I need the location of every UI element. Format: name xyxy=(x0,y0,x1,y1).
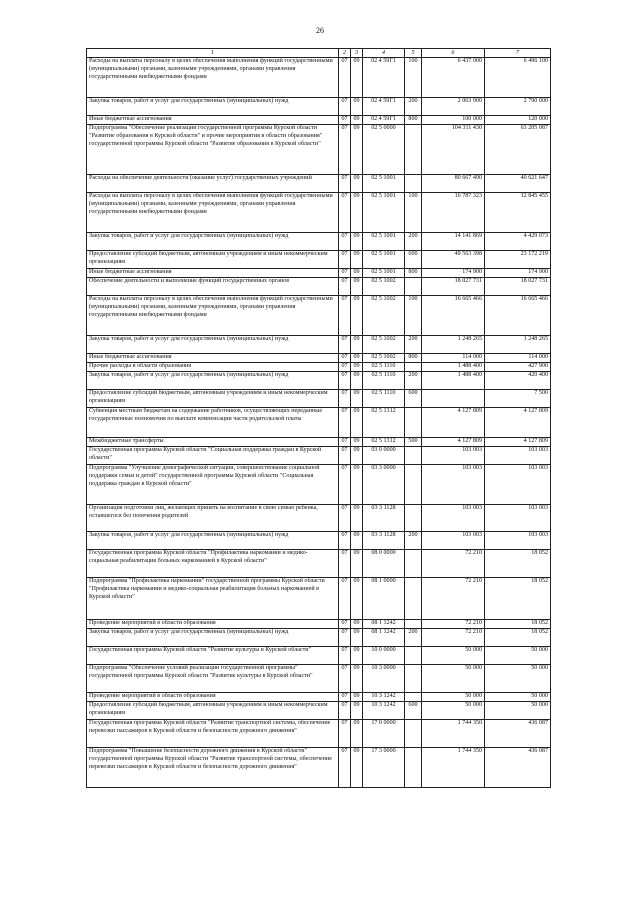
subsection-code-cell: 09 xyxy=(351,465,363,505)
table-row xyxy=(87,363,551,372)
description-cell: Закупка товаров, работ и услуг для государственных (муниципальных) нужд xyxy=(87,98,339,116)
target-code-cell: 02 5 1001 xyxy=(363,193,405,233)
table-row xyxy=(87,372,551,390)
description-cell: Закупка товаров, работ и услуг для государственных (муниципальных) нужд xyxy=(87,336,339,354)
table-row xyxy=(87,629,551,647)
expense-type-cell: 800 xyxy=(405,354,422,363)
amount-2015-cell: 1 248 265 xyxy=(422,336,485,354)
target-code-cell: 08 1 1242 xyxy=(363,629,405,647)
description-cell: Подпрограмма "Повышение безопасности дорожного движения в Курской области" государственной программы Курской области "Развитие транспортной системы, обеспечение перевозки пассажиров в Курской области и безопасности дорожного движения" xyxy=(87,748,339,788)
amount-2016-cell: 4 127 809 xyxy=(485,408,551,438)
subsection-code-cell: 09 xyxy=(351,748,363,788)
description-cell: Государственная программа Курской области "Развитие транспортной системы, обеспечение перевозки пассажиров в Курской области и безопасности дорожного движения" xyxy=(87,720,339,748)
subsection-code-cell: 09 xyxy=(351,720,363,748)
table-row xyxy=(87,354,551,363)
description-cell: Предоставление субсидий бюджетным, автономным учреждениям и иным некоммерческим организациям xyxy=(87,251,339,269)
section-code-cell: 07 xyxy=(339,665,351,693)
subsection-code-cell: 09 xyxy=(351,550,363,578)
amount-2015-cell: 174 900 xyxy=(422,269,485,278)
header-cell: 7 xyxy=(485,49,551,58)
amount-2015-cell: 50 000 xyxy=(422,665,485,693)
table-row xyxy=(87,620,551,629)
amount-2016-cell: 18 052 xyxy=(485,550,551,578)
amount-2015-cell: 104 311 430 xyxy=(422,125,485,175)
expense-type-cell xyxy=(405,550,422,578)
expense-type-cell: 500 xyxy=(405,438,422,447)
amount-2015-cell: 1 744 350 xyxy=(422,720,485,748)
amount-2016-cell: 12 845 455 xyxy=(485,193,551,233)
amount-2016-cell: 7 500 xyxy=(485,390,551,408)
header-cell: 1 xyxy=(87,49,339,58)
table-row xyxy=(87,193,551,233)
section-code-cell: 07 xyxy=(339,447,351,465)
description-cell: Проведение мероприятий в области образования xyxy=(87,693,339,702)
section-code-cell: 07 xyxy=(339,336,351,354)
description-cell: Закупка товаров, работ и услуг для государственных (муниципальных) нужд xyxy=(87,372,339,390)
amount-2016-cell: 103 003 xyxy=(485,505,551,532)
amount-2016-cell: 50 000 xyxy=(485,647,551,665)
subsection-code-cell: 09 xyxy=(351,647,363,665)
description-cell: Организация подготовки лиц, желающих принять на воспитание в свою семью ребенка, оставшегося без попечения родителей xyxy=(87,505,339,532)
table-row xyxy=(87,98,551,116)
expense-type-cell: 600 xyxy=(405,251,422,269)
subsection-code-cell: 09 xyxy=(351,336,363,354)
table-row xyxy=(87,447,551,465)
section-code-cell: 07 xyxy=(339,175,351,193)
subsection-code-cell: 09 xyxy=(351,251,363,269)
section-code-cell: 07 xyxy=(339,125,351,175)
subsection-code-cell: 09 xyxy=(351,296,363,336)
target-code-cell: 02 5 0000 xyxy=(363,125,405,175)
section-code-cell: 07 xyxy=(339,269,351,278)
amount-2015-cell: 72 210 xyxy=(422,578,485,620)
table-row xyxy=(87,550,551,578)
amount-2015-cell: 1 488 400 xyxy=(422,363,485,372)
expense-type-cell xyxy=(405,647,422,665)
subsection-code-cell: 09 xyxy=(351,578,363,620)
expense-type-cell: 100 xyxy=(405,296,422,336)
amount-2016-cell: 436 087 xyxy=(485,720,551,748)
amount-2015-cell: 2 063 900 xyxy=(422,98,485,116)
amount-2016-cell: 103 003 xyxy=(485,447,551,465)
subsection-code-cell: 09 xyxy=(351,447,363,465)
table-row xyxy=(87,465,551,505)
expense-type-cell: 600 xyxy=(405,390,422,408)
expense-type-cell: 800 xyxy=(405,116,422,125)
section-code-cell: 07 xyxy=(339,193,351,233)
target-code-cell: 08 1 1242 xyxy=(363,620,405,629)
table-row xyxy=(87,390,551,408)
table-row xyxy=(87,693,551,702)
expense-type-cell xyxy=(405,578,422,620)
section-code-cell: 07 xyxy=(339,693,351,702)
amount-2015-cell xyxy=(422,390,485,408)
table-row xyxy=(87,116,551,125)
table-row xyxy=(87,175,551,193)
amount-2016-cell: 16 665 466 xyxy=(485,296,551,336)
section-code-cell: 07 xyxy=(339,354,351,363)
section-code-cell: 07 xyxy=(339,233,351,251)
section-code-cell: 07 xyxy=(339,702,351,720)
expense-type-cell xyxy=(405,505,422,532)
description-cell: Подпрограмма "Профилактика наркомании" государственной программы Курской области "Профилактика наркомании и медико-социальная реабилитация больных наркоманией в Курской области" xyxy=(87,578,339,620)
amount-2015-cell: 4 127 809 xyxy=(422,408,485,438)
amount-2016-cell: 23 172 219 xyxy=(485,251,551,269)
subsection-code-cell: 09 xyxy=(351,390,363,408)
section-code-cell: 07 xyxy=(339,629,351,647)
amount-2015-cell: 16 787 323 xyxy=(422,193,485,233)
description-cell: Расходы на выплаты персоналу в целях обеспечения выполнения функций государственными (муниципальными) органами, казенными учреждениями, органами управления государственными внебюджетными фондами xyxy=(87,58,339,98)
expense-type-cell xyxy=(405,125,422,175)
description-cell: Закупка товаров, работ и услуг для государственных (муниципальных) нужд xyxy=(87,532,339,550)
amount-2015-cell: 72 210 xyxy=(422,629,485,647)
subsection-code-cell: 09 xyxy=(351,665,363,693)
target-code-cell: 08 1 0000 xyxy=(363,578,405,620)
subsection-code-cell: 09 xyxy=(351,269,363,278)
amount-2016-cell: 18 052 xyxy=(485,629,551,647)
amount-2015-cell: 49 563 398 xyxy=(422,251,485,269)
target-code-cell: 02 5 1312 xyxy=(363,438,405,447)
subsection-code-cell: 09 xyxy=(351,438,363,447)
subsection-code-cell: 09 xyxy=(351,505,363,532)
description-cell: Подпрограмма "Обеспечение условий реализации государственной программы" государственной программы Курской области "Развитие культуры в Курской области" xyxy=(87,665,339,693)
subsection-code-cell: 09 xyxy=(351,363,363,372)
section-code-cell: 07 xyxy=(339,532,351,550)
amount-2015-cell: 100 000 xyxy=(422,116,485,125)
description-cell: Расходы на выплаты персоналу в целях обеспечения выполнения функций государственными (муниципальными) органами, казенными учреждениями, органами управления государственными внебюджетными фондами xyxy=(87,296,339,336)
expense-type-cell xyxy=(405,693,422,702)
description-cell: Обеспечение деятельности и выполнение функций государственных органов xyxy=(87,278,339,296)
description-cell: Субвенция местным бюджетам на содержание работников, осуществляющих переданные государственные полномочия по выплате компенсации части родительской платы xyxy=(87,408,339,438)
amount-2015-cell: 50 000 xyxy=(422,693,485,702)
target-code-cell: 02 5 1110 xyxy=(363,390,405,408)
description-cell: Подпрограмма "Обеспечение реализации государственной программы Курской области "Развитие образования в Курской области" и прочие мероприятия в области образования" государственной программы Курской области "Развитие образования в Курской области" xyxy=(87,125,339,175)
table-row xyxy=(87,336,551,354)
amount-2016-cell: 114 000 xyxy=(485,354,551,363)
amount-2015-cell: 72 210 xyxy=(422,620,485,629)
description-cell: Предоставление субсидий бюджетным, автономным учреждениям и иным некоммерческим организациям xyxy=(87,702,339,720)
expense-type-cell: 600 xyxy=(405,702,422,720)
target-code-cell: 17 0 0000 xyxy=(363,720,405,748)
section-code-cell: 07 xyxy=(339,465,351,505)
expense-type-cell xyxy=(405,278,422,296)
amount-2016-cell: 50 000 xyxy=(485,702,551,720)
expense-type-cell: 200 xyxy=(405,532,422,550)
subsection-code-cell: 09 xyxy=(351,620,363,629)
table-row xyxy=(87,269,551,278)
target-code-cell: 02 5 1002 xyxy=(363,354,405,363)
amount-2016-cell: 40 621 647 xyxy=(485,175,551,193)
amount-2016-cell: 4 127 809 xyxy=(485,438,551,447)
section-code-cell: 07 xyxy=(339,748,351,788)
table-row xyxy=(87,233,551,251)
target-code-cell: 02 5 1002 xyxy=(363,336,405,354)
table-row xyxy=(87,125,551,175)
header-cell: 5 xyxy=(405,49,422,58)
table-row xyxy=(87,647,551,665)
table-row xyxy=(87,278,551,296)
table-row xyxy=(87,251,551,269)
subsection-code-cell: 09 xyxy=(351,629,363,647)
expense-type-cell xyxy=(405,363,422,372)
amount-2016-cell: 1 248 265 xyxy=(485,336,551,354)
expense-type-cell: 200 xyxy=(405,233,422,251)
target-code-cell: 03 0 0000 xyxy=(363,447,405,465)
expense-type-cell xyxy=(405,665,422,693)
subsection-code-cell: 09 xyxy=(351,116,363,125)
header-cell: 6 xyxy=(422,49,485,58)
section-code-cell: 07 xyxy=(339,296,351,336)
subsection-code-cell: 09 xyxy=(351,278,363,296)
section-code-cell: 07 xyxy=(339,363,351,372)
amount-2016-cell: 174 900 xyxy=(485,269,551,278)
target-code-cell: 02 5 1312 xyxy=(363,408,405,438)
amount-2016-cell: 436 087 xyxy=(485,748,551,788)
amount-2016-cell: 63 205 087 xyxy=(485,125,551,175)
amount-2015-cell: 114 000 xyxy=(422,354,485,363)
amount-2015-cell: 103 003 xyxy=(422,505,485,532)
section-code-cell: 07 xyxy=(339,372,351,390)
amount-2016-cell: 103 003 xyxy=(485,532,551,550)
expense-type-cell xyxy=(405,748,422,788)
expense-type-cell: 100 xyxy=(405,193,422,233)
expense-type-cell: 200 xyxy=(405,629,422,647)
description-cell: Проведение мероприятий в области образования xyxy=(87,620,339,629)
target-code-cell: 02 4 59Г1 xyxy=(363,116,405,125)
section-code-cell: 07 xyxy=(339,390,351,408)
section-code-cell: 07 xyxy=(339,98,351,116)
description-cell: Подпрограмма "Улучшение демографической ситуации, совершенствование социальной поддержки семьи и детей" государственной программы Курской области "Социальная поддержка граждан в Курской области" xyxy=(87,465,339,505)
description-cell: Иные бюджетные ассигнования xyxy=(87,354,339,363)
amount-2016-cell: 427 900 xyxy=(485,363,551,372)
target-code-cell: 02 5 1002 xyxy=(363,296,405,336)
amount-2015-cell: 4 127 809 xyxy=(422,438,485,447)
amount-2015-cell: 103 003 xyxy=(422,465,485,505)
subsection-code-cell: 09 xyxy=(351,125,363,175)
amount-2016-cell: 103 003 xyxy=(485,465,551,505)
target-code-cell: 02 5 1001 xyxy=(363,269,405,278)
target-code-cell: 02 5 1001 xyxy=(363,251,405,269)
target-code-cell: 08 0 0000 xyxy=(363,550,405,578)
amount-2015-cell: 50 000 xyxy=(422,647,485,665)
subsection-code-cell: 09 xyxy=(351,193,363,233)
description-cell: Предоставление субсидий бюджетным, автономным учреждениям и иным некоммерческим организациям xyxy=(87,390,339,408)
expense-type-cell xyxy=(405,447,422,465)
table-row xyxy=(87,578,551,620)
description-cell: Прочие расходы в области образования xyxy=(87,363,339,372)
expense-type-cell: 800 xyxy=(405,269,422,278)
amount-2016-cell: 4 429 073 xyxy=(485,233,551,251)
expense-type-cell: 200 xyxy=(405,336,422,354)
subsection-code-cell: 09 xyxy=(351,408,363,438)
target-code-cell: 02 5 1001 xyxy=(363,233,405,251)
target-code-cell: 10 3 1242 xyxy=(363,702,405,720)
table-row xyxy=(87,58,551,98)
target-code-cell: 17 3 0000 xyxy=(363,748,405,788)
table-row xyxy=(87,720,551,748)
target-code-cell: 02 5 1001 xyxy=(363,175,405,193)
expense-type-cell: 200 xyxy=(405,372,422,390)
section-code-cell: 07 xyxy=(339,578,351,620)
table-row xyxy=(87,702,551,720)
expense-type-cell xyxy=(405,408,422,438)
target-code-cell: 10 0 0000 xyxy=(363,647,405,665)
amount-2016-cell: 6 496 100 xyxy=(485,58,551,98)
description-cell: Государственная программа Курской области "Профилактика наркомании и медико-социальная реабилитация больных наркоманией в Курской области" xyxy=(87,550,339,578)
amount-2015-cell: 16 665 466 xyxy=(422,296,485,336)
description-cell: Межбюджетные трансферты xyxy=(87,438,339,447)
section-code-cell: 07 xyxy=(339,620,351,629)
table-row xyxy=(87,665,551,693)
amount-2015-cell: 103 003 xyxy=(422,447,485,465)
description-cell: Иные бюджетные ассигнования xyxy=(87,116,339,125)
target-code-cell: 02 5 1110 xyxy=(363,372,405,390)
table-row xyxy=(87,408,551,438)
target-code-cell: 02 4 59Г1 xyxy=(363,58,405,98)
amount-2015-cell: 72 210 xyxy=(422,550,485,578)
table-row xyxy=(87,296,551,336)
subsection-code-cell: 09 xyxy=(351,98,363,116)
expense-type-cell xyxy=(405,175,422,193)
expense-type-cell xyxy=(405,620,422,629)
expense-type-cell: 200 xyxy=(405,98,422,116)
amount-2016-cell: 18 052 xyxy=(485,578,551,620)
section-code-cell: 07 xyxy=(339,408,351,438)
amount-2015-cell: 18 027 731 xyxy=(422,278,485,296)
amount-2016-cell: 50 000 xyxy=(485,665,551,693)
target-code-cell: 03 3 1128 xyxy=(363,505,405,532)
table-row xyxy=(87,438,551,447)
section-code-cell: 07 xyxy=(339,58,351,98)
section-code-cell: 07 xyxy=(339,438,351,447)
section-code-cell: 07 xyxy=(339,251,351,269)
description-cell: Иные бюджетные ассигнования xyxy=(87,269,339,278)
target-code-cell: 03 3 1128 xyxy=(363,532,405,550)
amount-2016-cell: 2 790 000 xyxy=(485,98,551,116)
description-cell: Расходы на обеспечение деятельности (оказание услуг) государственных учреждений xyxy=(87,175,339,193)
table-header-row xyxy=(87,49,551,58)
page-number: 26 xyxy=(316,26,324,35)
section-code-cell: 07 xyxy=(339,647,351,665)
target-code-cell: 10 3 1242 xyxy=(363,693,405,702)
description-cell: Закупка товаров, работ и услуг для государственных (муниципальных) нужд xyxy=(87,233,339,251)
header-cell: 2 xyxy=(339,49,351,58)
target-code-cell: 02 5 1002 xyxy=(363,278,405,296)
subsection-code-cell: 09 xyxy=(351,702,363,720)
table-row xyxy=(87,505,551,532)
subsection-code-cell: 09 xyxy=(351,233,363,251)
target-code-cell: 02 5 1110 xyxy=(363,363,405,372)
amount-2015-cell: 103 003 xyxy=(422,532,485,550)
expense-type-cell xyxy=(405,465,422,505)
header-cell: 4 xyxy=(363,49,405,58)
table-row xyxy=(87,748,551,788)
header-cell: 3 xyxy=(351,49,363,58)
amount-2016-cell: 120 000 xyxy=(485,116,551,125)
subsection-code-cell: 09 xyxy=(351,175,363,193)
expense-type-cell: 100 xyxy=(405,58,422,98)
section-code-cell: 07 xyxy=(339,116,351,125)
target-code-cell: 02 4 59Г1 xyxy=(363,98,405,116)
description-cell: Государственная программа Курской области "Развитие культуры в Курской области" xyxy=(87,647,339,665)
amount-2016-cell: 420 400 xyxy=(485,372,551,390)
table-row xyxy=(87,532,551,550)
description-cell: Расходы на выплаты персоналу в целях обеспечения выполнения функций государственными (муниципальными) органами, казенными учреждениями, органами управления государственными внебюджетными фондами xyxy=(87,193,339,233)
amount-2015-cell: 1 744 350 xyxy=(422,748,485,788)
amount-2016-cell: 50 000 xyxy=(485,693,551,702)
description-cell: Государственная программа Курской области "Социальная поддержка граждан в Курской области" xyxy=(87,447,339,465)
subsection-code-cell: 09 xyxy=(351,693,363,702)
section-code-cell: 07 xyxy=(339,278,351,296)
expense-type-cell xyxy=(405,720,422,748)
subsection-code-cell: 09 xyxy=(351,354,363,363)
subsection-code-cell: 09 xyxy=(351,58,363,98)
amount-2015-cell: 80 667 490 xyxy=(422,175,485,193)
amount-2015-cell: 6 437 000 xyxy=(422,58,485,98)
target-code-cell: 03 3 0000 xyxy=(363,465,405,505)
subsection-code-cell: 09 xyxy=(351,372,363,390)
section-code-cell: 07 xyxy=(339,720,351,748)
section-code-cell: 07 xyxy=(339,550,351,578)
amount-2016-cell: 18 027 731 xyxy=(485,278,551,296)
budget-table xyxy=(86,48,551,788)
amount-2015-cell: 1 488 400 xyxy=(422,372,485,390)
amount-2015-cell: 14 141 869 xyxy=(422,233,485,251)
target-code-cell: 10 3 0000 xyxy=(363,665,405,693)
section-code-cell: 07 xyxy=(339,505,351,532)
subsection-code-cell: 09 xyxy=(351,532,363,550)
description-cell: Закупка товаров, работ и услуг для государственных (муниципальных) нужд xyxy=(87,629,339,647)
amount-2016-cell: 18 052 xyxy=(485,620,551,629)
amount-2015-cell: 50 000 xyxy=(422,702,485,720)
